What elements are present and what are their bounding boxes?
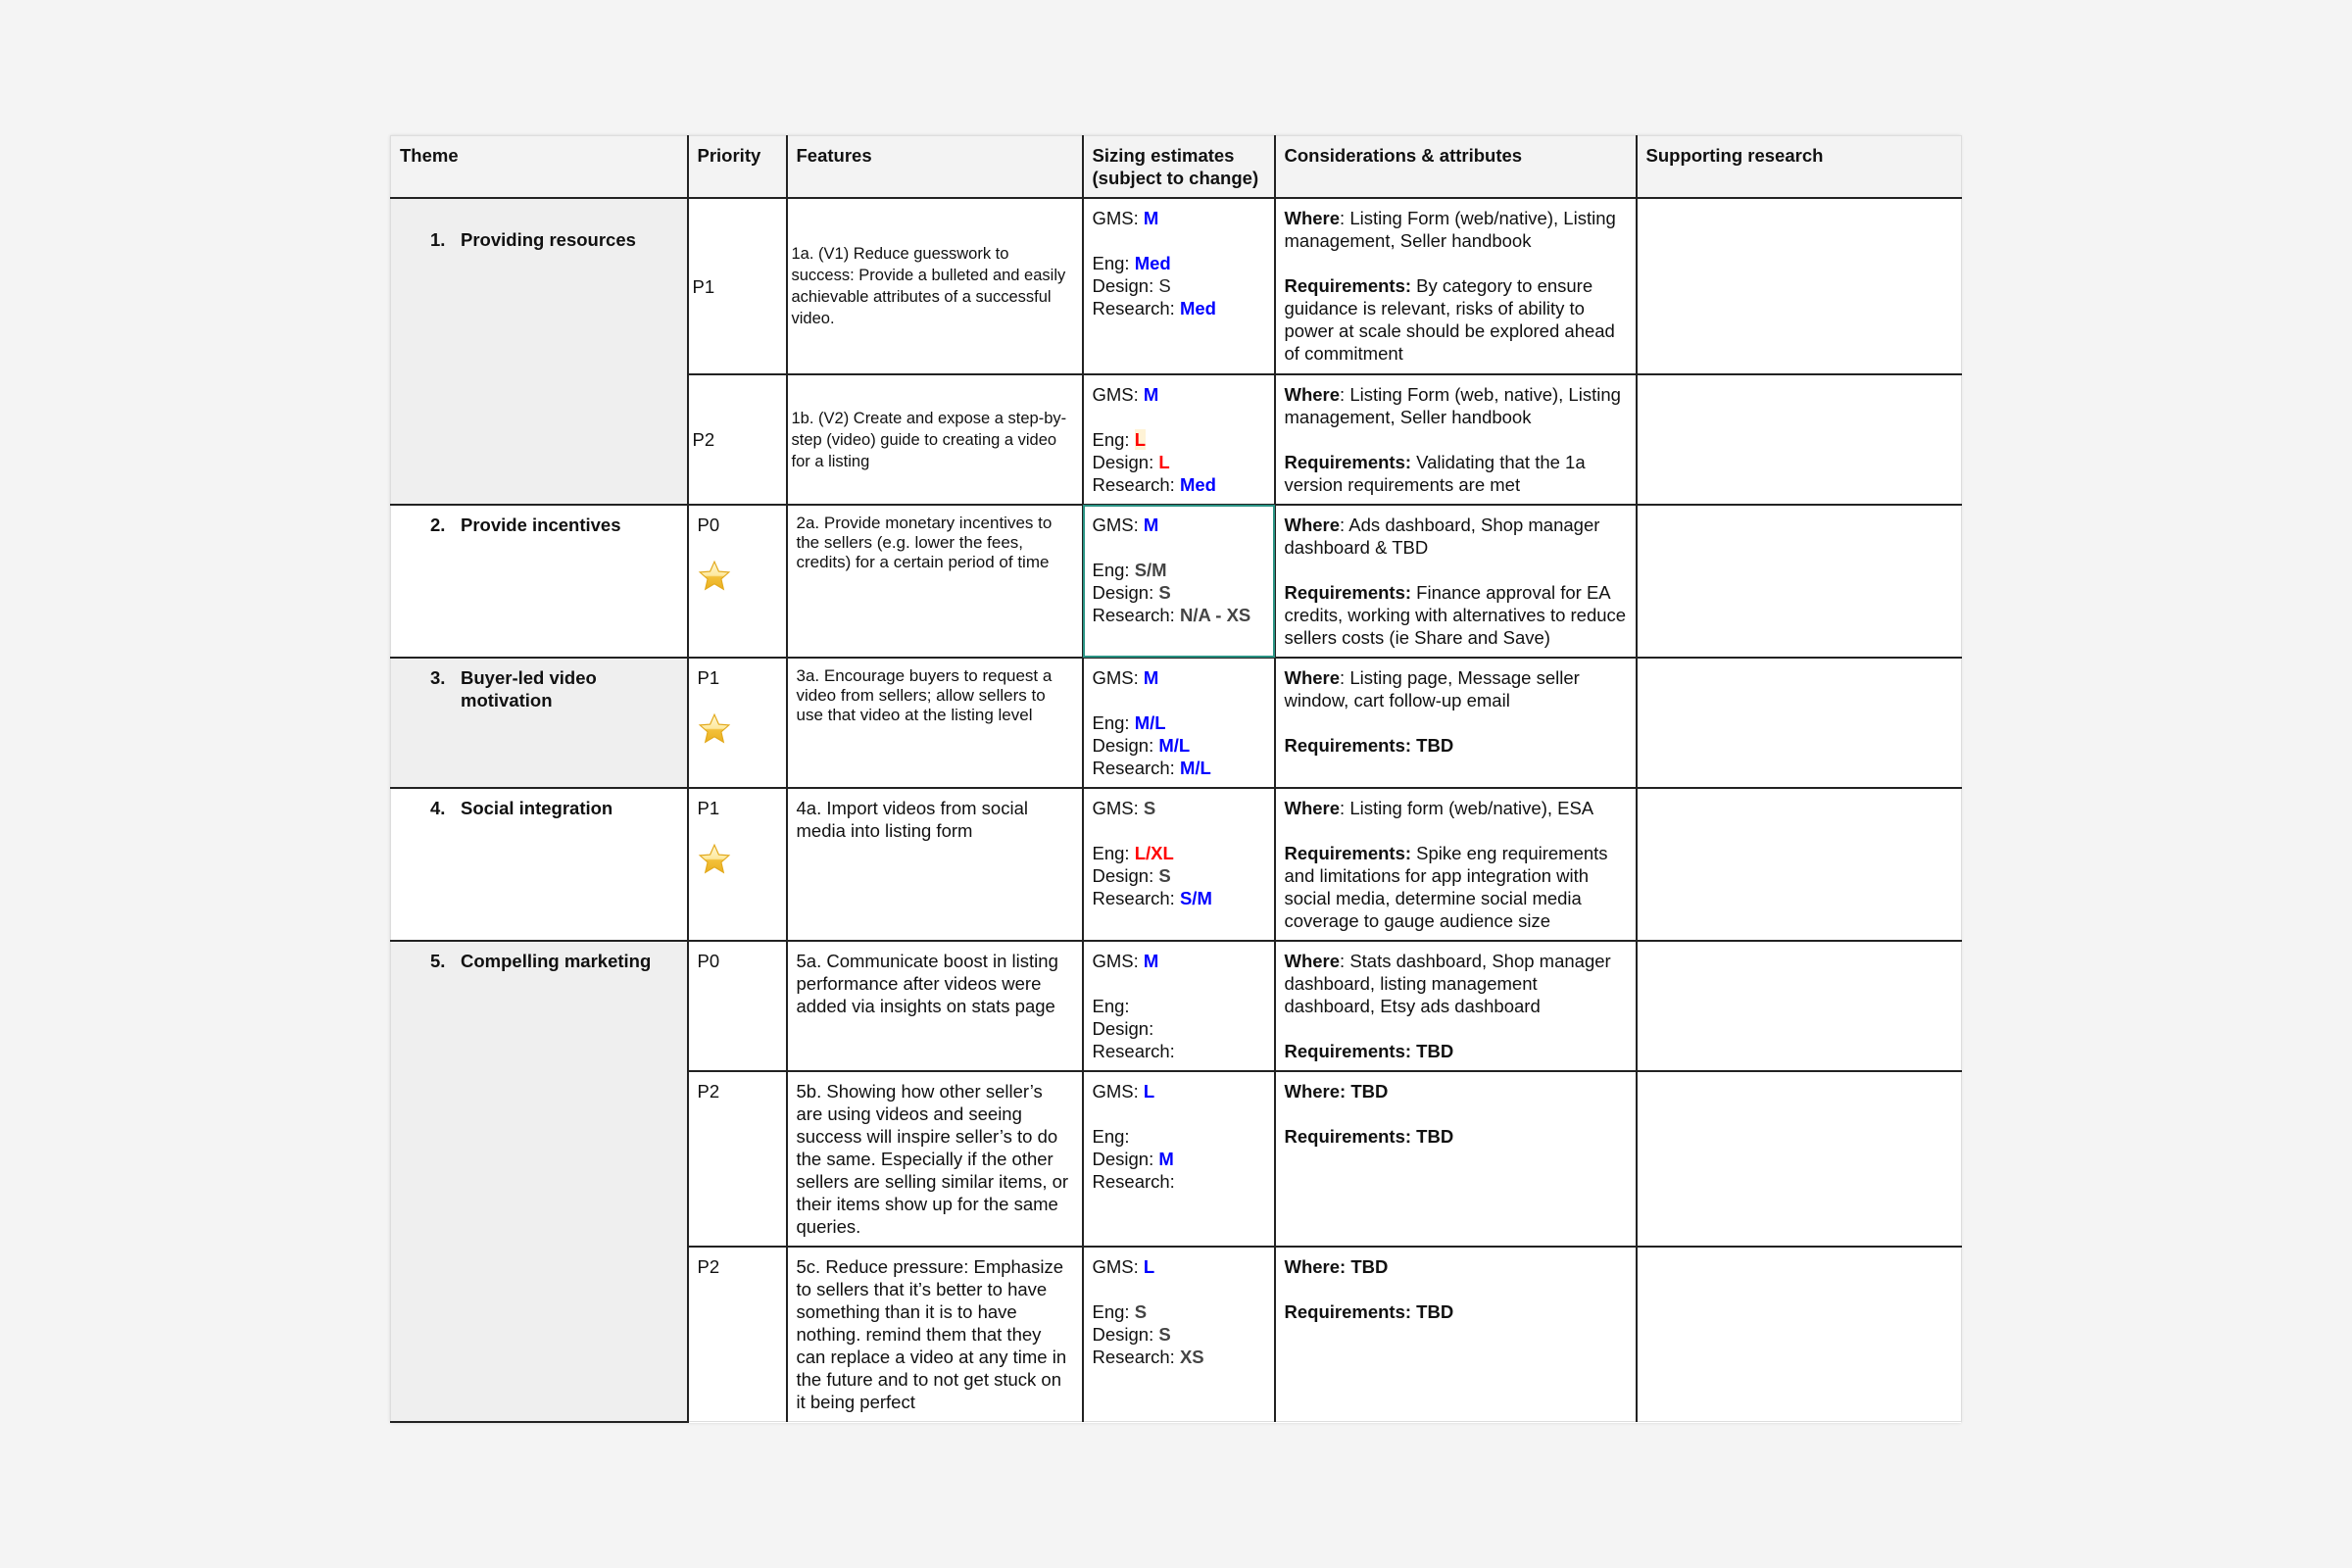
sizing-cell	[1083, 941, 1275, 1071]
spacer	[1285, 1102, 1627, 1125]
where-value: : Stats dashboard, Shop manager dashboard, listing management dashboard, Etsy ads dashboard	[1284, 951, 1611, 1016]
requirements-label: Requirements: TBD	[1284, 1041, 1454, 1061]
sizing-eng-value: S/M	[1134, 560, 1167, 580]
sizing-gms-value: M	[1143, 384, 1159, 405]
requirements-label: Requirements: TBD	[1284, 735, 1454, 756]
sizing-research	[1093, 887, 1265, 909]
sizing-gms	[1093, 666, 1265, 689]
sizing-research	[1093, 473, 1265, 496]
sizing-gms	[1093, 950, 1265, 972]
roadmap-table-sheet	[390, 135, 1961, 1423]
sizing-design-value: S	[1158, 275, 1171, 296]
header-row	[391, 136, 1962, 199]
sizing-design	[1093, 1017, 1265, 1040]
sizing-gms-value: S	[1143, 798, 1156, 818]
supporting-research-cell	[1637, 1071, 1962, 1247]
spacer	[1093, 819, 1265, 842]
star-icon	[698, 843, 731, 876]
sizing-research	[1093, 297, 1265, 319]
sizing-eng	[1093, 842, 1265, 864]
sizing-eng-label: Eng:	[1092, 843, 1130, 863]
spacer	[1285, 252, 1627, 274]
where-value: : Listing page, Message seller window, cart follow-up email	[1284, 667, 1580, 710]
where-value: : Listing Form (web, native), Listing management, Seller handbook	[1284, 384, 1621, 427]
sizing-research-label: Research:	[1092, 758, 1175, 778]
feature-text: 3a. Encourage buyers to request a video from sellers; allow sellers to use that video at the listing level	[796, 666, 1053, 724]
sizing-research-value: M/L	[1179, 758, 1211, 778]
where-text	[1285, 1080, 1627, 1102]
requirements-text	[1285, 1040, 1627, 1062]
theme-number: 4.	[430, 798, 446, 818]
feature-cell	[787, 1071, 1083, 1247]
theme-number: 3.	[430, 667, 446, 688]
sizing-research	[1093, 1040, 1265, 1062]
sizing-cell	[1083, 788, 1275, 941]
spacer	[1093, 1278, 1265, 1300]
theme-number: 5.	[430, 951, 446, 971]
theme-label: Buyer-led video motivation	[461, 667, 597, 710]
priority-label: P2	[697, 1256, 720, 1277]
sizing-design	[1093, 581, 1265, 604]
sizing-eng	[1093, 559, 1265, 581]
where-label: Where: TBD	[1284, 1256, 1389, 1277]
where-label: Where: TBD	[1284, 1081, 1389, 1102]
table-row	[391, 941, 1962, 1071]
sizing-eng	[1093, 995, 1265, 1017]
sizing-gms-label: GMS:	[1092, 667, 1139, 688]
sizing-eng-label: Eng:	[1092, 253, 1130, 273]
sizing-design-value: M/L	[1158, 735, 1191, 756]
spacer	[1093, 1102, 1265, 1125]
table-row	[391, 788, 1962, 941]
sizing-design	[1093, 1323, 1265, 1346]
feature-cell	[787, 198, 1083, 374]
where-label: Where	[1284, 384, 1341, 405]
sizing-gms	[1093, 207, 1265, 229]
sizing-eng	[1093, 1125, 1265, 1148]
theme-cell	[391, 788, 688, 941]
where-label: Where	[1284, 951, 1341, 971]
requirements-text	[1285, 451, 1627, 496]
feature-cell	[787, 374, 1083, 505]
feature-text: 5c. Reduce pressure: Emphasize to sellers that it’s better to have something than it is to have nothing. remind them that they can replace a video at any time in the future and to not get stuck on it being perfect	[796, 1256, 1067, 1412]
sizing-research-value: S/M	[1179, 888, 1212, 908]
considerations-cell	[1275, 788, 1637, 941]
priority-cell	[688, 941, 787, 1071]
theme-label: Providing resources	[461, 229, 636, 250]
sizing-eng-value: S	[1134, 1301, 1148, 1322]
where-text	[1285, 797, 1627, 819]
theme-cell	[391, 941, 688, 1422]
requirements-text	[1285, 1125, 1627, 1148]
spacer	[1285, 1017, 1627, 1040]
priority-cell	[688, 1071, 787, 1247]
sizing-design-value: S	[1158, 582, 1171, 603]
spacer	[1285, 1278, 1627, 1300]
sizing-design-label: Design:	[1092, 452, 1154, 472]
star-icon	[698, 560, 731, 593]
feature-text: 5a. Communicate boost in listing performance after videos were added via insights on stats page	[796, 951, 1058, 1016]
theme-cell	[391, 505, 688, 658]
where-label: Where	[1284, 514, 1341, 535]
sizing-design-value: M	[1158, 1149, 1174, 1169]
theme-item	[400, 514, 678, 536]
sizing-eng-value: Med	[1134, 253, 1171, 273]
sizing-gms	[1093, 383, 1265, 406]
sizing-design	[1093, 451, 1265, 473]
considerations-cell	[1275, 198, 1637, 374]
sizing-design	[1093, 734, 1265, 757]
theme-item	[400, 950, 678, 972]
spacer	[1093, 689, 1265, 711]
spacer	[1285, 428, 1627, 451]
requirements-label: Requirements: TBD	[1284, 1126, 1454, 1147]
sizing-cell	[1083, 1071, 1275, 1247]
where-text	[1285, 207, 1627, 252]
sizing-eng-value: L	[1134, 429, 1147, 450]
theme-number: 2.	[430, 514, 446, 535]
sizing-eng	[1093, 428, 1265, 451]
sizing-eng-label: Eng:	[1092, 712, 1130, 733]
sizing-gms-label: GMS:	[1092, 951, 1139, 971]
feature-cell	[787, 505, 1083, 658]
requirements-label: Requirements: TBD	[1284, 1301, 1454, 1322]
feature-cell	[787, 658, 1083, 788]
sizing-gms-value: L	[1143, 1256, 1155, 1277]
sizing-design-label: Design:	[1092, 735, 1154, 756]
sizing-research-value: N/A - XS	[1179, 605, 1251, 625]
spacer	[1285, 559, 1627, 581]
supporting-research-cell	[1637, 198, 1962, 374]
theme-item	[400, 797, 678, 819]
where-value: : Listing Form (web/native), Listing management, Seller handbook	[1284, 208, 1616, 251]
sizing-research-value: Med	[1179, 298, 1216, 318]
roadmap-table	[390, 135, 1962, 1423]
priority-label: P1	[692, 275, 715, 297]
where-text	[1285, 666, 1627, 711]
priority-cell	[688, 198, 787, 374]
theme-item	[400, 228, 678, 251]
sizing-gms-label: GMS:	[1092, 384, 1139, 405]
table-row	[391, 658, 1962, 788]
spacer	[1285, 711, 1627, 734]
priority-label: P2	[692, 429, 715, 450]
theme-label: Provide incentives	[461, 514, 621, 535]
priority-label: P0	[697, 951, 720, 971]
sizing-gms-value: M	[1143, 514, 1159, 535]
sizing-design	[1093, 864, 1265, 887]
priority-cell	[688, 1247, 787, 1422]
where-text	[1285, 514, 1627, 559]
requirements-value: Spike eng requirements and limitations for app integration with social media, determine social media coverage to gauge audience size	[1284, 843, 1608, 931]
priority-label: P1	[697, 667, 720, 688]
theme-cell	[391, 198, 688, 505]
sizing-design-label: Design:	[1092, 865, 1154, 886]
where-label: Where	[1284, 667, 1341, 688]
where-text	[1285, 950, 1627, 1017]
header-theme: Theme	[391, 136, 688, 199]
requirements-text	[1285, 842, 1627, 932]
sizing-eng-label: Eng:	[1092, 429, 1130, 450]
sizing-research	[1093, 1346, 1265, 1368]
considerations-cell	[1275, 1071, 1637, 1247]
where-text	[1285, 383, 1627, 428]
sizing-research-value: Med	[1179, 474, 1216, 495]
sizing-research	[1093, 757, 1265, 779]
requirements-value: Finance approval for EA credits, working with alternatives to reduce sellers costs (ie Share and Save)	[1284, 582, 1627, 648]
considerations-cell	[1275, 658, 1637, 788]
spacer	[1093, 972, 1265, 995]
header-research: Supporting research	[1637, 136, 1962, 199]
sizing-gms-label: GMS:	[1092, 1081, 1139, 1102]
requirements-label: Requirements:	[1284, 843, 1412, 863]
where-value: : Listing form (web/native), ESA	[1340, 798, 1594, 818]
where-label: Where	[1284, 208, 1341, 228]
sizing-research-label: Research:	[1092, 1347, 1175, 1367]
sizing-eng-label: Eng:	[1092, 1126, 1130, 1147]
feature-text: 2a. Provide monetary incentives to the sellers (e.g. lower the fees, credits) for a certain period of time	[796, 514, 1053, 571]
sizing-gms-value: M	[1143, 951, 1159, 971]
star-icon	[698, 712, 731, 746]
requirements-text	[1285, 1300, 1627, 1323]
sizing-research-value: XS	[1179, 1347, 1204, 1367]
sizing-cell	[1083, 374, 1275, 505]
sizing-design-label: Design:	[1092, 1324, 1154, 1345]
requirements-value: Validating that the 1a version requirements are met	[1284, 452, 1586, 495]
feature-cell	[787, 1247, 1083, 1422]
sizing-gms-value: M	[1143, 208, 1159, 228]
priority-cell	[688, 788, 787, 941]
header-considerations: Considerations & attributes	[1275, 136, 1637, 199]
sizing-eng	[1093, 252, 1265, 274]
supporting-research-cell	[1637, 374, 1962, 505]
priority-label: P0	[697, 514, 720, 535]
theme-cell	[391, 658, 688, 788]
sizing-research-label: Research:	[1092, 888, 1175, 908]
requirements-value: By category to ensure guidance is relevant, risks of ability to power at scale should be explored ahead of commitment	[1284, 275, 1615, 364]
spacer	[1093, 406, 1265, 428]
sizing-eng-label: Eng:	[1092, 1301, 1130, 1322]
theme-label: Compelling marketing	[461, 951, 652, 971]
requirements-label: Requirements:	[1284, 452, 1412, 472]
requirements-text	[1285, 734, 1627, 757]
sizing-design	[1093, 1148, 1265, 1170]
sizing-research	[1093, 1170, 1265, 1193]
sizing-research-label: Research:	[1092, 298, 1175, 318]
sizing-cell	[1083, 198, 1275, 374]
sizing-design-value: S	[1158, 865, 1171, 886]
theme-number: 1.	[430, 229, 446, 250]
sizing-design-value: S	[1158, 1324, 1171, 1345]
requirements-label: Requirements:	[1284, 582, 1412, 603]
spacer	[1093, 536, 1265, 559]
where-value: : Ads dashboard, Shop manager dashboard & TBD	[1284, 514, 1600, 558]
sizing-design-label: Design:	[1092, 275, 1154, 296]
sizing-design-label: Design:	[1092, 1149, 1154, 1169]
sizing-design-label: Design:	[1092, 582, 1154, 603]
requirements-text	[1285, 581, 1627, 649]
priority-cell	[688, 374, 787, 505]
sizing-gms-value: M	[1143, 667, 1159, 688]
sizing-eng-value: L/XL	[1134, 843, 1174, 863]
sizing-research	[1093, 604, 1265, 626]
sizing-research-label: Research:	[1092, 605, 1175, 625]
sizing-eng-label: Eng:	[1092, 996, 1130, 1016]
requirements-text	[1285, 274, 1627, 365]
considerations-cell	[1275, 941, 1637, 1071]
considerations-cell	[1275, 505, 1637, 658]
priority-label: P2	[697, 1081, 720, 1102]
sizing-eng-label: Eng:	[1092, 560, 1130, 580]
sizing-gms-label: GMS:	[1092, 208, 1139, 228]
sizing-gms	[1093, 514, 1265, 536]
header-features: Features	[787, 136, 1083, 199]
where-text	[1285, 1255, 1627, 1278]
priority-cell	[688, 658, 787, 788]
header-priority: Priority	[688, 136, 787, 199]
where-label: Where	[1284, 798, 1341, 818]
requirements-label: Requirements:	[1284, 275, 1412, 296]
sizing-design-value: L	[1158, 452, 1170, 472]
sizing-cell	[1083, 658, 1275, 788]
sizing-gms-label: GMS:	[1092, 798, 1139, 818]
feature-text: 5b. Showing how other seller’s are using videos and seeing success will inspire seller’s to do the same. Especially if the other sellers are selling similar items, or their items show up for the same queries.	[796, 1081, 1069, 1237]
table-row	[391, 198, 1962, 374]
supporting-research-cell	[1637, 788, 1962, 941]
supporting-research-cell	[1637, 941, 1962, 1071]
supporting-research-cell	[1637, 505, 1962, 658]
feature-text: 1a. (V1) Reduce guesswork to success: Provide a bulleted and easily achievable attributes of a successful video.	[791, 245, 1066, 327]
header-sizing: Sizing estimates (subject to change)	[1083, 136, 1275, 199]
priority-cell	[688, 505, 787, 658]
theme-item	[400, 666, 678, 711]
feature-text: 4a. Import videos from social media into listing form	[796, 798, 1028, 841]
sizing-research-label: Research:	[1092, 1171, 1175, 1192]
considerations-cell	[1275, 1247, 1637, 1422]
spacer	[1093, 229, 1265, 252]
supporting-research-cell	[1637, 658, 1962, 788]
sizing-gms	[1093, 1080, 1265, 1102]
spacer	[1285, 819, 1627, 842]
supporting-research-cell	[1637, 1247, 1962, 1422]
sizing-gms	[1093, 797, 1265, 819]
theme-label: Social integration	[461, 798, 613, 818]
sizing-eng-value: M/L	[1134, 712, 1166, 733]
sizing-eng	[1093, 711, 1265, 734]
sizing-cell	[1083, 1247, 1275, 1422]
sizing-research-label: Research:	[1092, 1041, 1175, 1061]
sizing-eng	[1093, 1300, 1265, 1323]
feature-cell	[787, 788, 1083, 941]
feature-text: 1b. (V2) Create and expose a step-by-step (video) guide to creating a video for a listing	[791, 409, 1067, 470]
feature-cell	[787, 941, 1083, 1071]
sizing-gms-value: L	[1143, 1081, 1155, 1102]
sizing-gms-label: GMS:	[1092, 514, 1139, 535]
priority-label: P1	[697, 798, 720, 818]
table-row	[391, 505, 1962, 658]
sizing-cell	[1083, 505, 1275, 658]
sizing-design	[1093, 274, 1265, 297]
sizing-research-label: Research:	[1092, 474, 1175, 495]
considerations-cell	[1275, 374, 1637, 505]
sizing-design-label: Design:	[1092, 1018, 1154, 1039]
sizing-gms	[1093, 1255, 1265, 1278]
sizing-gms-label: GMS:	[1092, 1256, 1139, 1277]
